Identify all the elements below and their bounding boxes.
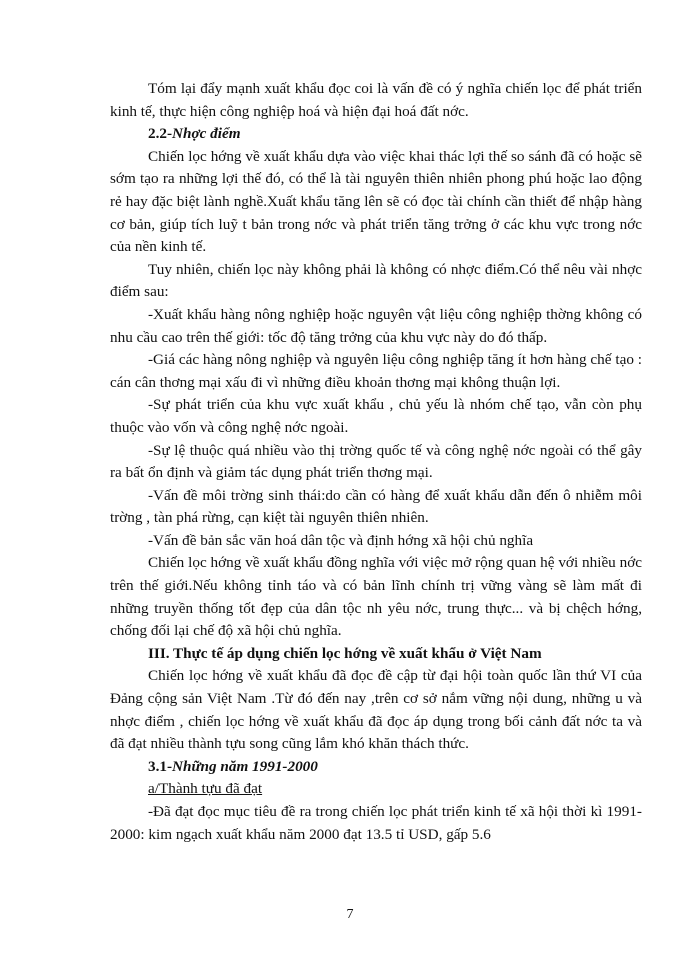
list-item-dependence-capital: -Sự phát triển của khu vực xuất khẩu , chủ yếu là nhóm chế tạo, vẫn còn phụ thuộc vào vốn và công nghệ nớc ngoài. [110,396,642,436]
paragraph-application: Chiến lọc hớng về xuất khẩu đã đọc đề cập từ đại hội toàn quốc lần thứ VI của Đảng cộng sản Việt Nam .Từ đó đến nay ,trên cơ sở nắm vững nội dung, những u và nhợc điểm , chiến lọc hớng về xuất khẩu đã đọc áp dụng trong bối cảnh đất nớc ta và đã đạt nhiều thành tựu song cũng lắm khó khăn thách thức. [110,667,642,753]
paragraph-strategy: Chiến lọc hớng về xuất khẩu dựa vào việc khai thác lợi thế so sánh đã có hoặc sẽ sớm tạo ra những lợi thế đó, có thể là tài nguyên thiên nhiên phong phú hoặc lao động rẻ hay đặc biệt lành nghề.Xuất khẩu tăng lên sẽ có đọc tài chính cần thiết để nhập hàng cơ bản, giúp tích luỹ t bản trong nớc và phát triển tăng trởng ở các khu vực trong nớc của nền kinh tế. [110,147,642,256]
list-item-prices: -Giá các hàng nông nghiệp và nguyên liệu công nghiệp tăng ít hơn hàng chế tạo : cán cân thơng mại xấu đi vì những điều khoản thơng mại không thuận lợi. [110,351,642,391]
heading-3-1-number: 3.1- [148,757,173,775]
list-item-dependence-markets: -Sự lệ thuộc quá nhiều vào thị trờng quốc tế và công nghệ nớc ngoài có thể gây ra bất ổn định và giảm tác dụng phát triển thơng mại. [110,441,642,482]
heading-3-1 [110,756,642,779]
paragraph-achievements: -Đã đạt đọc mục tiêu đề ra trong chiến lọc phát triển kinh tế xã hội thời kì 1991-2000: kim ngạch xuất khẩu năm 2000 đạt 13.5 tỉ USD, gấp 5.6 [110,803,642,843]
page-body [110,78,642,846]
subsection-a-line [110,778,642,801]
heading-section-3: III. Thực tế áp dụng chiến lọc hớng về xuất khẩu ở Việt Nam [148,644,542,662]
paragraph-disadvantages-intro: Tuy nhiên, chiến lọc này không phải là không có nhợc điểm.Có thể nêu vài nhợc điểm sau: [110,260,642,301]
subsection-a-title: a/Thành tựu đã đạt [148,780,263,798]
heading-2-2-title: Nhợc điểm [172,125,241,143]
heading-2-2 [110,123,642,146]
page-number: 7 [346,907,354,922]
list-item-agriculture-export: -Xuất khẩu hàng nông nghiệp hoặc nguyên vật liệu công nghiệp thờng không có nhu cầu cao trên thế giới: tốc độ tăng trởng của khu vực này do đó thấp. [110,305,642,346]
list-item-environment: -Vấn đề môi trờng sinh thái:do cần có hàng để xuất khẩu dẫn đến ô nhiễm môi trờng , tàn phá rừng, cạn kiệt tài nguyên thiên nhiên. [110,486,642,527]
heading-2-2-number: 2.2- [148,125,173,143]
list-item-culture: -Vấn đề bản sắc văn hoá dân tộc và định hớng xã hội chủ nghĩa [148,531,534,549]
heading-3-1-title: Những năm 1991-2000 [172,757,318,775]
paragraph-summary: Tóm lại đẩy mạnh xuất khẩu đọc coi là vấn đề có ý nghĩa chiến lọc để phát triển kinh tế, thực hiện công nghiệp hoá và hiện đại hoá đất nớc. [110,80,642,120]
paragraph-openness: Chiến lọc hớng về xuất khẩu đồng nghĩa với việc mở rộng quan hệ với nhiều nớc trên thế giới.Nếu không tỉnh táo và có bản lĩnh chính trị vững vàng sẽ làm mất đi những truyền thống tốt đẹp của dân tộc nh yêu nớc, trung thực... và bị chệch hớng, chống đối lại chế độ xã hội chủ nghĩa. [110,554,642,640]
